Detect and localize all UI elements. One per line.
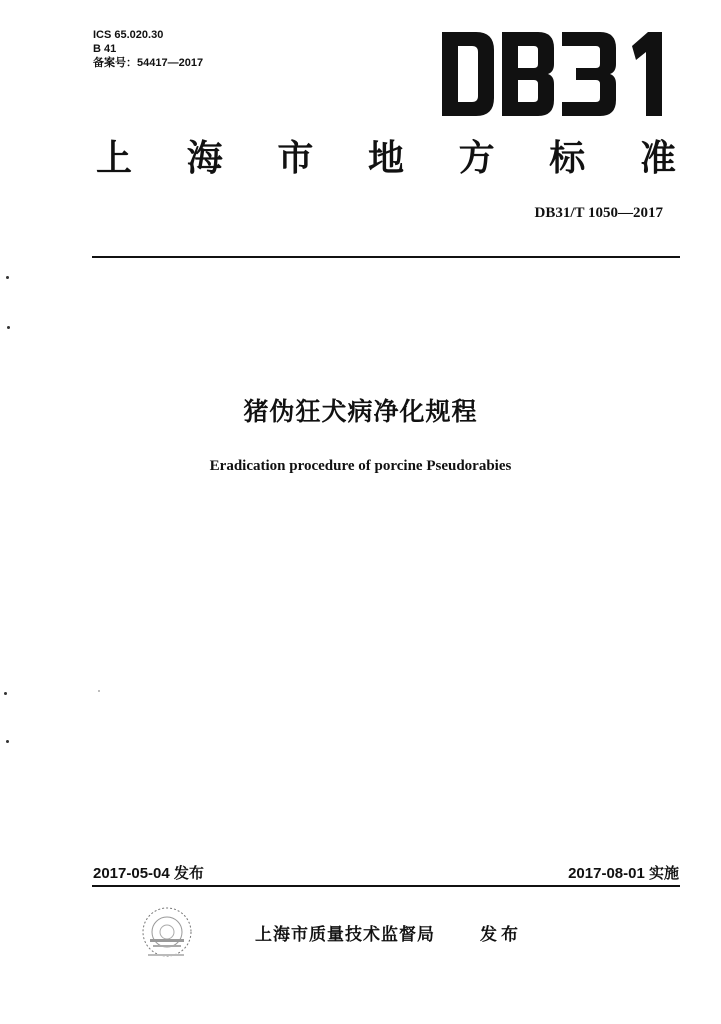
title-char: 上 xyxy=(96,137,133,179)
classification-code: B 41 xyxy=(93,43,117,55)
publish-date: 2017-05-04 发布 xyxy=(93,865,204,882)
title-char: 市 xyxy=(277,137,314,179)
ics-code: ICS 65.020.30 xyxy=(93,29,164,41)
footer-divider xyxy=(92,885,680,887)
standard-type-title xyxy=(96,130,676,180)
db31-logo xyxy=(440,30,680,118)
document-title-english: Eradication procedure of porcine Pseudorabies xyxy=(209,458,512,474)
title-char: 地 xyxy=(367,137,404,179)
logo-text: DB31 xyxy=(440,30,443,31)
scan-speck xyxy=(4,692,7,695)
standard-number: DB31/T 1050—2017 xyxy=(534,205,663,221)
title-char: 方 xyxy=(458,137,495,179)
header-divider xyxy=(92,256,680,258)
issuing-authority: 上海市质量技术监督局 xyxy=(255,925,435,945)
implement-date: 2017-08-01 实施 xyxy=(568,865,679,882)
document-title-chinese: 猪伪狂犬病净化规程 xyxy=(243,397,478,426)
scan-speck xyxy=(6,740,9,743)
scan-speck xyxy=(7,326,10,329)
header-metadata xyxy=(93,28,203,70)
title-char: 准 xyxy=(639,137,676,179)
issuer-seal-stamp xyxy=(136,903,198,961)
issue-label: 发布 xyxy=(480,925,522,945)
title-char: 海 xyxy=(186,137,223,179)
scan-speck xyxy=(6,276,9,279)
record-number: 备案号：54417—2017 xyxy=(93,57,204,69)
scan-speck xyxy=(98,690,100,692)
title-char: 标 xyxy=(549,137,586,179)
